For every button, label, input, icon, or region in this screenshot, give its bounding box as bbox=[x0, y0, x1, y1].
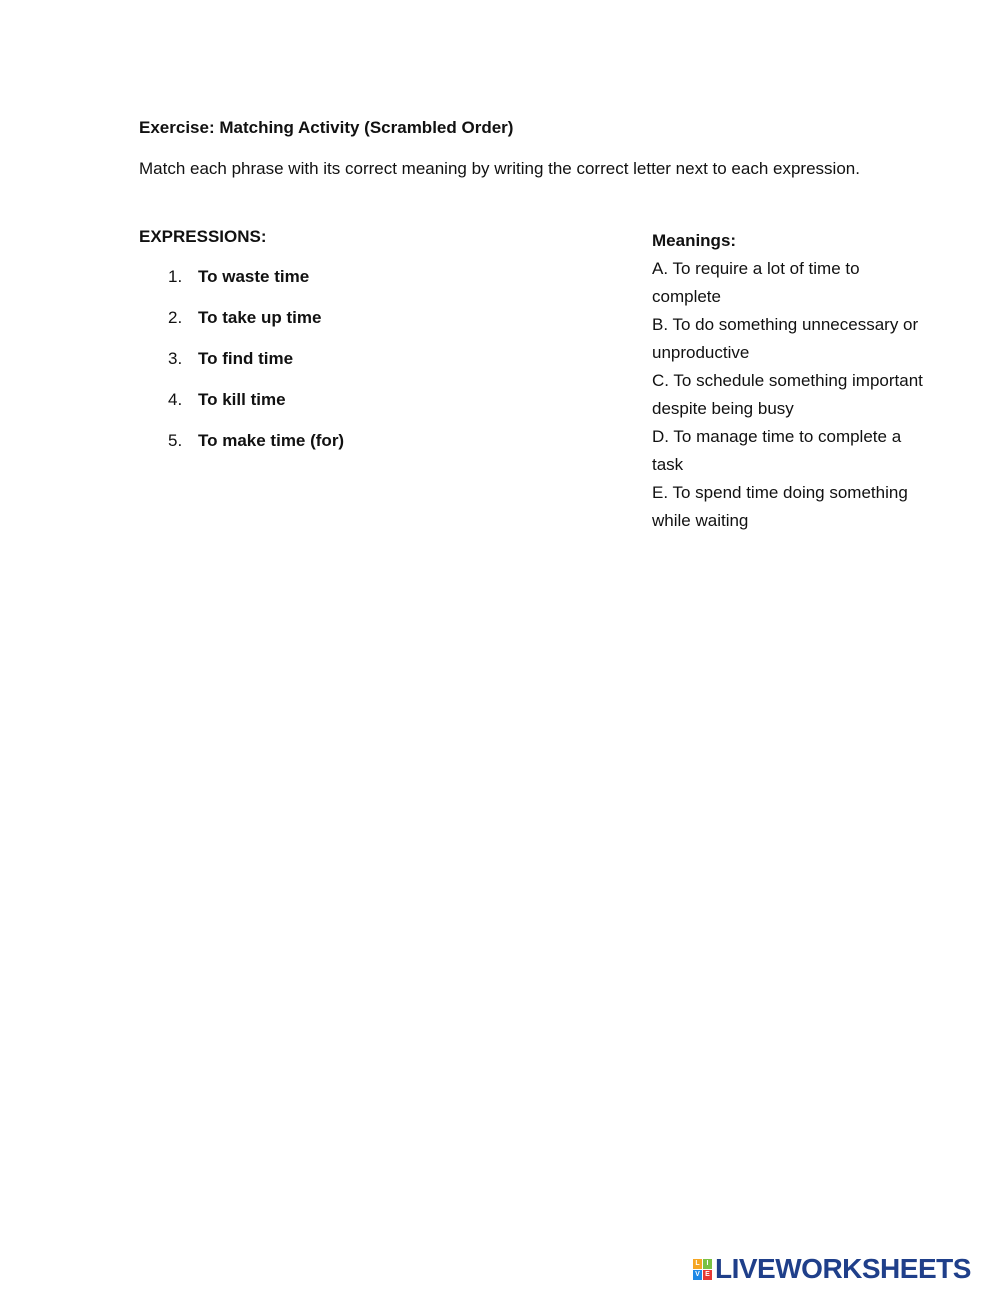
expression-item bbox=[168, 348, 344, 389]
expression-text: To kill time bbox=[198, 390, 286, 409]
expression-text: To waste time bbox=[198, 267, 310, 286]
expression-item bbox=[168, 266, 344, 307]
meaning-item: C. To schedule something important despite being busy bbox=[652, 371, 923, 418]
logo-square: L bbox=[693, 1259, 702, 1269]
liveworksheets-logo bbox=[693, 1253, 971, 1285]
expressions-list bbox=[168, 266, 344, 471]
meaning-item: A. To require a lot of time to complete bbox=[652, 259, 860, 306]
logo-text: LIVEWORKSHEETS bbox=[715, 1253, 971, 1284]
meaning-item: E. To spend time doing something while waiting bbox=[652, 483, 908, 530]
expression-number: 2. bbox=[168, 308, 183, 327]
expression-number: 1. bbox=[168, 267, 183, 286]
expression-item bbox=[168, 430, 344, 471]
expression-text: To make time (for) bbox=[198, 431, 345, 450]
logo-square: I bbox=[703, 1259, 712, 1269]
logo-mark-icon bbox=[693, 1259, 712, 1280]
expression-number: 4. bbox=[168, 390, 183, 409]
meaning-item: D. To manage time to complete a task bbox=[652, 427, 902, 474]
meanings-column bbox=[652, 227, 932, 535]
expression-item bbox=[168, 307, 344, 348]
exercise-title: Exercise: Matching Activity (Scrambled Order) bbox=[139, 118, 514, 137]
logo-square: V bbox=[693, 1270, 702, 1280]
expression-number: 5. bbox=[168, 431, 183, 450]
meanings-heading: Meanings: bbox=[652, 231, 737, 250]
expression-number: 3. bbox=[168, 349, 183, 368]
expression-item bbox=[168, 389, 344, 430]
expressions-heading: EXPRESSIONS: bbox=[139, 227, 267, 246]
exercise-instructions: Match each phrase with its correct meaning by writing the correct letter next to each expression. bbox=[139, 159, 860, 178]
expression-text: To find time bbox=[198, 349, 294, 368]
logo-square: E bbox=[703, 1270, 712, 1280]
expression-text: To take up time bbox=[198, 308, 322, 327]
meaning-item: B. To do something unnecessary or unproductive bbox=[652, 315, 919, 362]
